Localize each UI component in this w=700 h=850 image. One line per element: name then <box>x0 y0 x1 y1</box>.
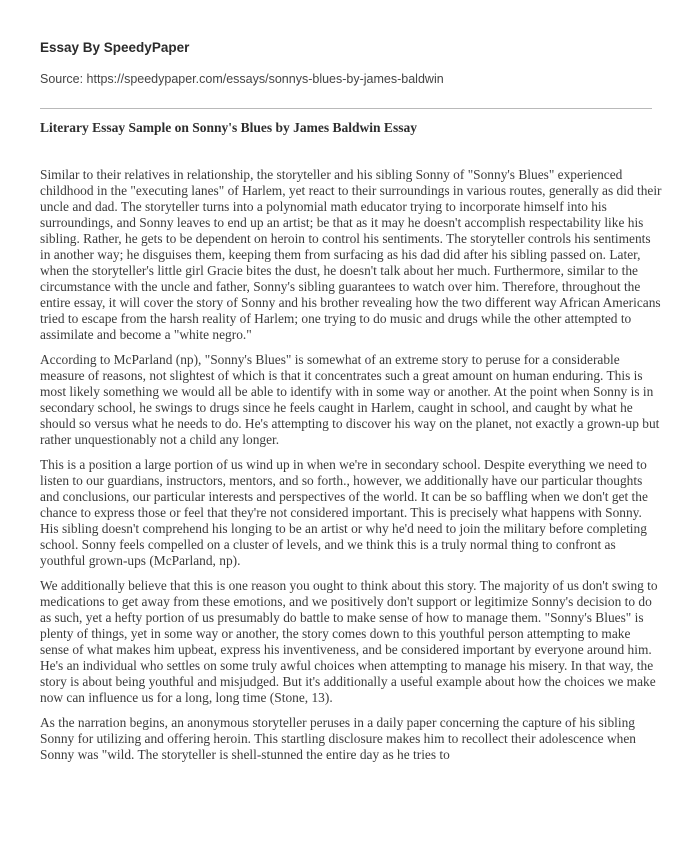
paragraph: This is a position a large portion of us wind up in when we're in secondary school. Despite everything we need to listen to our guardians, instructors, mentors, and so forth., however, we additionally have our particular thoughts and conclusions, our particular interests and perspectives of the world. It can be so baffling when we don't get the chance to express those or feel that they're not considered important. This is precisely what happens with Sonny. His sibling doesn't comprehend his longing to be an artist or why he'd need to join the military before completing school. Sonny feels compelled on a cluster of levels, and we think this is a truly normal thing to confront as youthful grown-ups (McParland, np). <box>40 457 648 568</box>
paragraph: As the narration begins, an anonymous storyteller peruses in a daily paper concerning the capture of his sibling Sonny for utilizing and offering heroin. This startling disclosure makes him to recollect their adolescence when Sonny was "wild. The storyteller is shell-stunned the entire day as he tries to <box>40 715 636 762</box>
paragraph: According to McParland (np), "Sonny's Blues" is somewhat of an extreme story to peruse for a considerable measure of reasons, not slightest of which is that it concentrates such a great amount on human enduring. This is most likely something we would all be able to identify with in some way or another. At the point when Sonny is in secondary school, he swings to drugs since he feels caught in Harlem, caught in school, and caught by what he should so versus what he needs to do. He's attempting to discover his way on the planet, not exactly a grown-up but rather unquestionably not a child any longer. <box>40 352 660 447</box>
essay-body <box>40 167 662 772</box>
source-line: Source: https://speedypaper.com/essays/sonnys-blues-by-james-baldwin <box>40 72 444 86</box>
essay-title: Literary Essay Sample on Sonny's Blues by James Baldwin Essay <box>40 120 417 135</box>
header-divider <box>40 108 652 109</box>
paragraph: We additionally believe that this is one reason you ought to think about this story. The majority of us don't swing to medications to get away from these emotions, and we positively don't support or legitimize Sonny's decision to do as such, yet a hefty portion of us presumably do battle to make sense of how to manage them. "Sonny's Blues" is plenty of things, yet in some way or another, the story comes down to this youthful person attempting to make sense of what makes him upbeat, express his inventiveness, and be considered important by everyone around him. He's an individual who settles on some truly awful choices when attempting to manage his misery. In that way, the story is about being youthful and misjudged. But it's additionally a useful example about how the choices we make now can influence us for a long, long time (Stone, 13). <box>40 578 658 705</box>
brand-title: Essay By SpeedyPaper <box>40 40 190 55</box>
paragraph: Similar to their relatives in relationship, the storyteller and his sibling Sonny of "Sonny's Blues" experienced childhood in the "executing lanes" of Harlem, yet react to their surroundings in various routes, generally as did their uncle and dad. The storyteller turns into a polynomial math educator trying to incorporate himself into his surroundings, and Sonny leaves to end up an artist; be that as it may he doesn't accomplish respectability like his sibling. Rather, he gets to be dependent on heroin to control his sentiments. The storyteller controls his sentiments in another way; he disguises them, keeping them from surfacing as his dad did after his sibling passed on. Later, when the storyteller's little girl Gracie bites the dust, he doesn't talk about her much. Furthermore, similar to the circumstance with the uncle and father, Sonny's sibling guarantees to watch over him. Therefore, throughout the entire essay, it will cover the story of Sonny and his brother revealing how the two different way African Americans tried to escape from the harsh reality of Harlem; one trying to do music and drugs while the other attempted to assimilate and become a "white negro." <box>40 167 662 342</box>
page-header <box>40 40 660 86</box>
